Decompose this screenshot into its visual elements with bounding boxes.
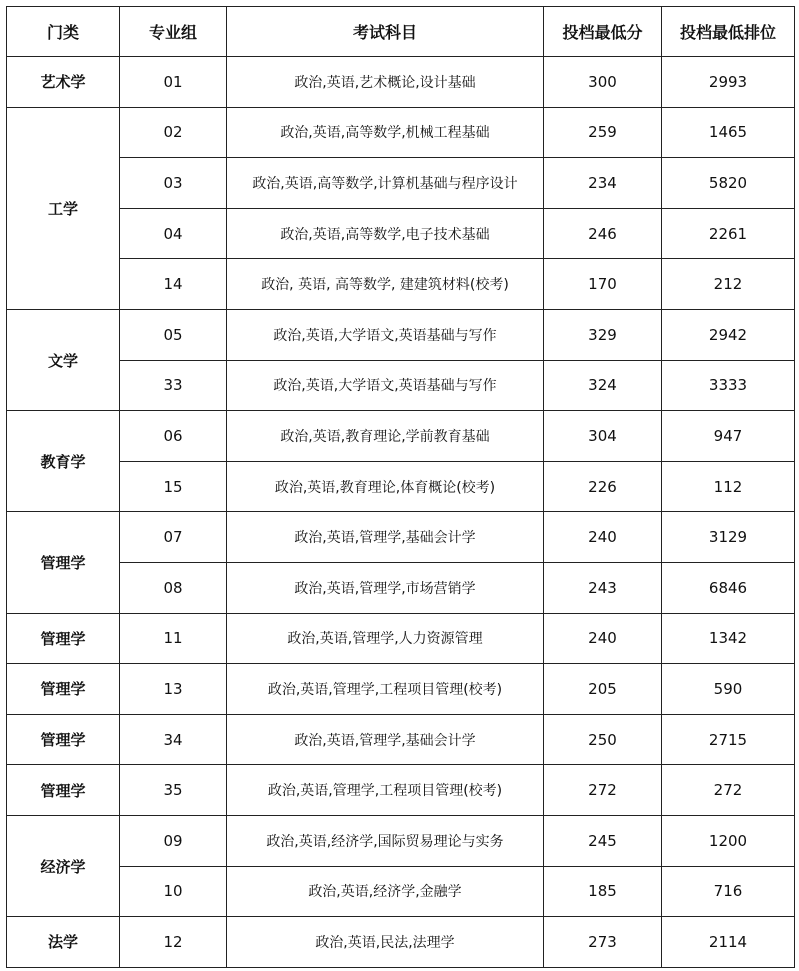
min-rank-cell: 1465 — [662, 107, 795, 158]
min-score-cell: 243 — [544, 562, 662, 613]
table-row — [7, 815, 795, 866]
category-cell: 文学 — [7, 309, 120, 410]
min-score-cell: 205 — [544, 664, 662, 715]
header-subjects: 考试科目 — [227, 7, 544, 57]
subjects-cell: 政治,英语,教育理论,体育概论(校考) — [227, 461, 544, 512]
category-cell: 管理学 — [7, 613, 120, 664]
min-rank-cell: 1342 — [662, 613, 795, 664]
category-cell: 艺术学 — [7, 57, 120, 108]
table-row — [7, 866, 795, 917]
subjects-cell: 政治,英语,高等数学,计算机基础与程序设计 — [227, 158, 544, 209]
table-row — [7, 259, 795, 310]
table-row — [7, 57, 795, 108]
min-rank-cell: 1200 — [662, 815, 795, 866]
group-cell: 34 — [120, 714, 227, 765]
subjects-cell: 政治,英语,管理学,工程项目管理(校考) — [227, 664, 544, 715]
min-score-cell: 226 — [544, 461, 662, 512]
table-row — [7, 411, 795, 462]
category-cell: 教育学 — [7, 411, 120, 512]
min-rank-cell: 716 — [662, 866, 795, 917]
min-rank-cell: 2261 — [662, 208, 795, 259]
table-row — [7, 208, 795, 259]
min-score-cell: 185 — [544, 866, 662, 917]
min-score-cell: 304 — [544, 411, 662, 462]
subjects-cell: 政治,英语,高等数学,机械工程基础 — [227, 107, 544, 158]
header-category: 门类 — [7, 7, 120, 57]
min-rank-cell: 2942 — [662, 309, 795, 360]
group-cell: 13 — [120, 664, 227, 715]
min-rank-cell: 947 — [662, 411, 795, 462]
table-body — [7, 57, 795, 968]
min-score-cell: 329 — [544, 309, 662, 360]
group-cell: 08 — [120, 562, 227, 613]
category-cell: 管理学 — [7, 664, 120, 715]
min-rank-cell: 5820 — [662, 158, 795, 209]
subjects-cell: 政治,英语,艺术概论,设计基础 — [227, 57, 544, 108]
min-score-cell: 240 — [544, 613, 662, 664]
table-row — [7, 917, 795, 968]
group-cell: 03 — [120, 158, 227, 209]
admission-score-table — [6, 6, 795, 968]
table-row — [7, 562, 795, 613]
min-score-cell: 273 — [544, 917, 662, 968]
subjects-cell: 政治,英语,管理学,市场营销学 — [227, 562, 544, 613]
table-row — [7, 309, 795, 360]
min-score-cell: 246 — [544, 208, 662, 259]
min-score-cell: 170 — [544, 259, 662, 310]
table-row — [7, 714, 795, 765]
header-min-rank: 投档最低排位 — [662, 7, 795, 57]
group-cell: 01 — [120, 57, 227, 108]
group-cell: 10 — [120, 866, 227, 917]
subjects-cell: 政治,英语,管理学,基础会计学 — [227, 714, 544, 765]
group-cell: 11 — [120, 613, 227, 664]
subjects-cell: 政治,英语,经济学,金融学 — [227, 866, 544, 917]
group-cell: 06 — [120, 411, 227, 462]
table-row — [7, 512, 795, 563]
min-score-cell: 245 — [544, 815, 662, 866]
category-cell: 管理学 — [7, 765, 120, 816]
header-min-score: 投档最低分 — [544, 7, 662, 57]
subjects-cell: 政治, 英语, 高等数学, 建建筑材料(校考) — [227, 259, 544, 310]
table-row — [7, 664, 795, 715]
group-cell: 35 — [120, 765, 227, 816]
min-rank-cell: 272 — [662, 765, 795, 816]
group-cell: 12 — [120, 917, 227, 968]
category-cell: 管理学 — [7, 512, 120, 613]
table-row — [7, 461, 795, 512]
group-cell: 14 — [120, 259, 227, 310]
subjects-cell: 政治,英语,管理学,工程项目管理(校考) — [227, 765, 544, 816]
subjects-cell: 政治,英语,大学语文,英语基础与写作 — [227, 360, 544, 411]
group-cell: 15 — [120, 461, 227, 512]
category-cell: 经济学 — [7, 815, 120, 916]
subjects-cell: 政治,英语,教育理论,学前教育基础 — [227, 411, 544, 462]
category-cell: 工学 — [7, 107, 120, 309]
subjects-cell: 政治,英语,经济学,国际贸易理论与实务 — [227, 815, 544, 866]
group-cell: 04 — [120, 208, 227, 259]
min-score-cell: 250 — [544, 714, 662, 765]
header-group: 专业组 — [120, 7, 227, 57]
group-cell: 05 — [120, 309, 227, 360]
subjects-cell: 政治,英语,管理学,基础会计学 — [227, 512, 544, 563]
group-cell: 33 — [120, 360, 227, 411]
min-rank-cell: 2715 — [662, 714, 795, 765]
category-cell: 管理学 — [7, 714, 120, 765]
group-cell: 09 — [120, 815, 227, 866]
table-row — [7, 107, 795, 158]
subjects-cell: 政治,英语,管理学,人力资源管理 — [227, 613, 544, 664]
min-score-cell: 324 — [544, 360, 662, 411]
min-score-cell: 259 — [544, 107, 662, 158]
category-cell: 法学 — [7, 917, 120, 968]
table-row — [7, 613, 795, 664]
min-rank-cell: 590 — [662, 664, 795, 715]
group-cell: 07 — [120, 512, 227, 563]
table-row — [7, 158, 795, 209]
min-rank-cell: 6846 — [662, 562, 795, 613]
min-rank-cell: 3129 — [662, 512, 795, 563]
min-rank-cell: 2114 — [662, 917, 795, 968]
min-rank-cell: 3333 — [662, 360, 795, 411]
table-header-row — [7, 7, 795, 57]
min-score-cell: 272 — [544, 765, 662, 816]
min-rank-cell: 212 — [662, 259, 795, 310]
min-rank-cell: 112 — [662, 461, 795, 512]
group-cell: 02 — [120, 107, 227, 158]
min-score-cell: 240 — [544, 512, 662, 563]
subjects-cell: 政治,英语,高等数学,电子技术基础 — [227, 208, 544, 259]
min-score-cell: 234 — [544, 158, 662, 209]
subjects-cell: 政治,英语,民法,法理学 — [227, 917, 544, 968]
subjects-cell: 政治,英语,大学语文,英语基础与写作 — [227, 309, 544, 360]
table-row — [7, 765, 795, 816]
min-score-cell: 300 — [544, 57, 662, 108]
min-rank-cell: 2993 — [662, 57, 795, 108]
table-row — [7, 360, 795, 411]
